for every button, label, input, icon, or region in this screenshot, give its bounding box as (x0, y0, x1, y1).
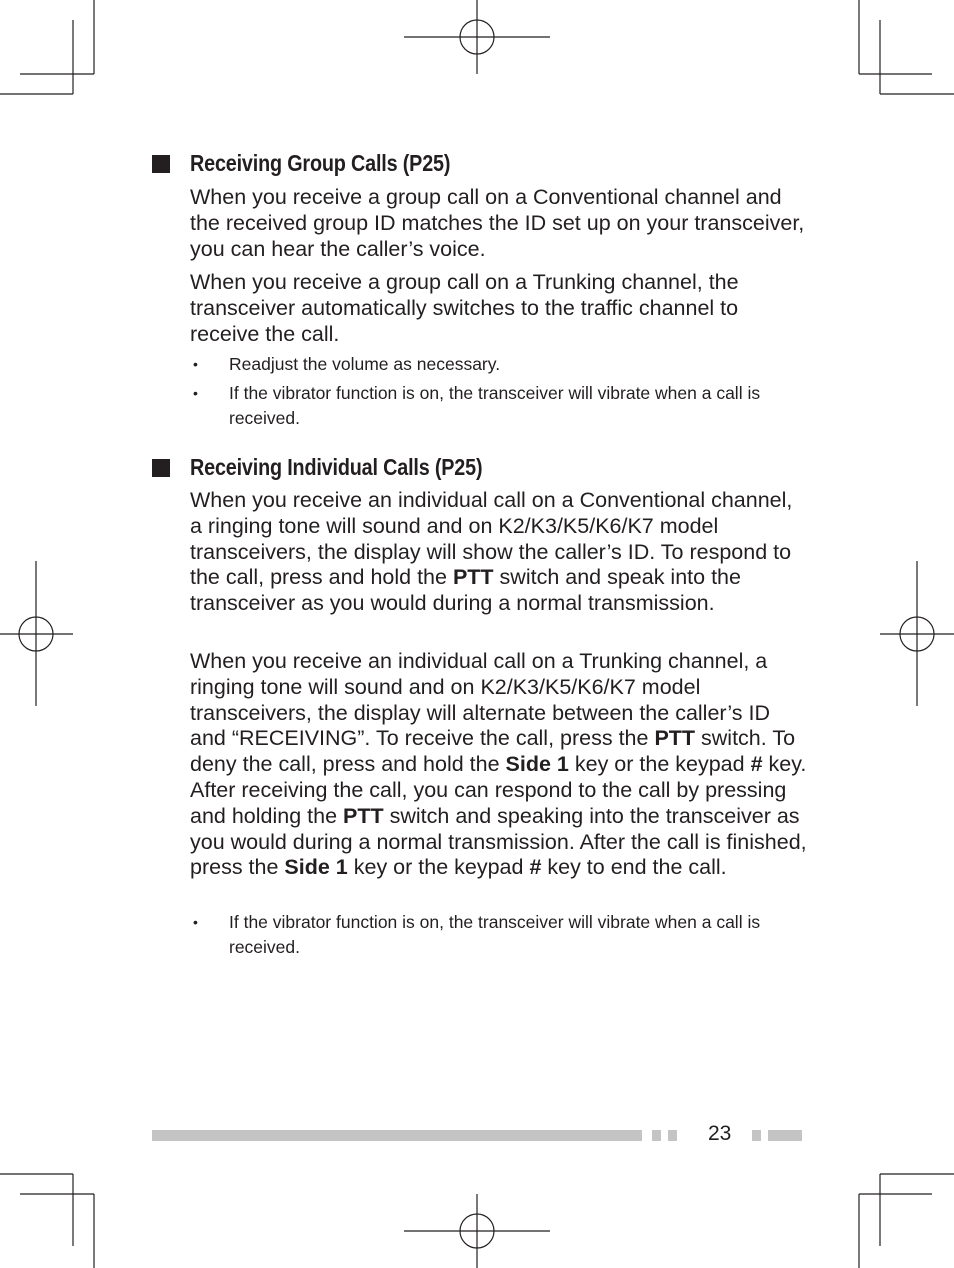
bullet-item: • If the vibrator function is on, the transceiver will vibrate when a call is received. (190, 381, 800, 430)
text-segment: key or the keypad (347, 855, 530, 880)
text-segment: switch. To deny the call, press and hold the (190, 726, 796, 777)
footer-bar-right (768, 1130, 802, 1141)
paragraph (190, 488, 810, 617)
footer-bar-block (752, 1130, 761, 1141)
section-heading-individual-calls (152, 454, 530, 481)
text-segment: When you receive an individual call on a Trunking channel, a ringing tone will sound and on K2/K3/K5/K6/K7 model transceivers, the display will alternate between the caller’s ID and “RECEIVING”. To receive the call, press the (190, 649, 770, 751)
bold-term: PTT (452, 565, 494, 590)
bullet-item: • Readjust the volume as necessary. (190, 352, 800, 377)
bullet-dot-icon: • (193, 914, 198, 930)
text-segment: key to end the call. (541, 855, 727, 880)
heading-text: Receiving Individual Calls (P25) (190, 454, 483, 480)
section-heading-group-calls (152, 150, 493, 177)
bold-term: Side 1 (505, 752, 569, 777)
footer-bar-left (152, 1130, 642, 1141)
bullet-dot-icon: • (193, 385, 198, 401)
text-segment: When you receive an individual call on a Conventional channel, a ringing tone will sound and on K2/K3/K5/K6/K7 model transceivers, the display will show the caller’s ID. To respond to the call, press and hold the (190, 488, 793, 590)
bold-term: # (529, 855, 542, 880)
page-number: 23 (708, 1122, 732, 1145)
text-segment: switch and speaking into the transceiver as you would during a normal transmission. After the call is finished, press the (190, 803, 807, 880)
text-segment: When you receive a group call on a Conventional channel and the received group ID matches the ID set up on your transceiver, you can hear the caller’s voice. (190, 185, 805, 261)
paragraph (190, 649, 810, 881)
paragraph (190, 185, 810, 262)
bold-term: PTT (654, 726, 696, 751)
paragraph (190, 270, 810, 347)
footer-bar-block (668, 1130, 677, 1141)
bullet-item: • If the vibrator function is on, the transceiver will vibrate when a call is received. (190, 910, 800, 959)
text-segment: key or the keypad (568, 752, 751, 777)
text-segment: key. After receiving the call, you can respond to the call by pressing and holding the (190, 752, 807, 828)
text-segment: When you receive a group call on a Trunking channel, the transceiver automatically switches to the traffic channel to receive the call. (190, 270, 739, 346)
section-square-icon (152, 459, 170, 477)
bold-term: PTT (343, 803, 384, 828)
bullet-dot-icon: • (193, 356, 198, 372)
bold-term: # (750, 752, 763, 777)
section-square-icon (152, 155, 170, 173)
text-segment: switch and speak into the transceiver as you would during a normal transmission. (190, 565, 741, 616)
footer-bar-block (652, 1130, 661, 1141)
heading-text: Receiving Group Calls (P25) (190, 150, 451, 176)
bold-term: Side 1 (284, 855, 348, 880)
